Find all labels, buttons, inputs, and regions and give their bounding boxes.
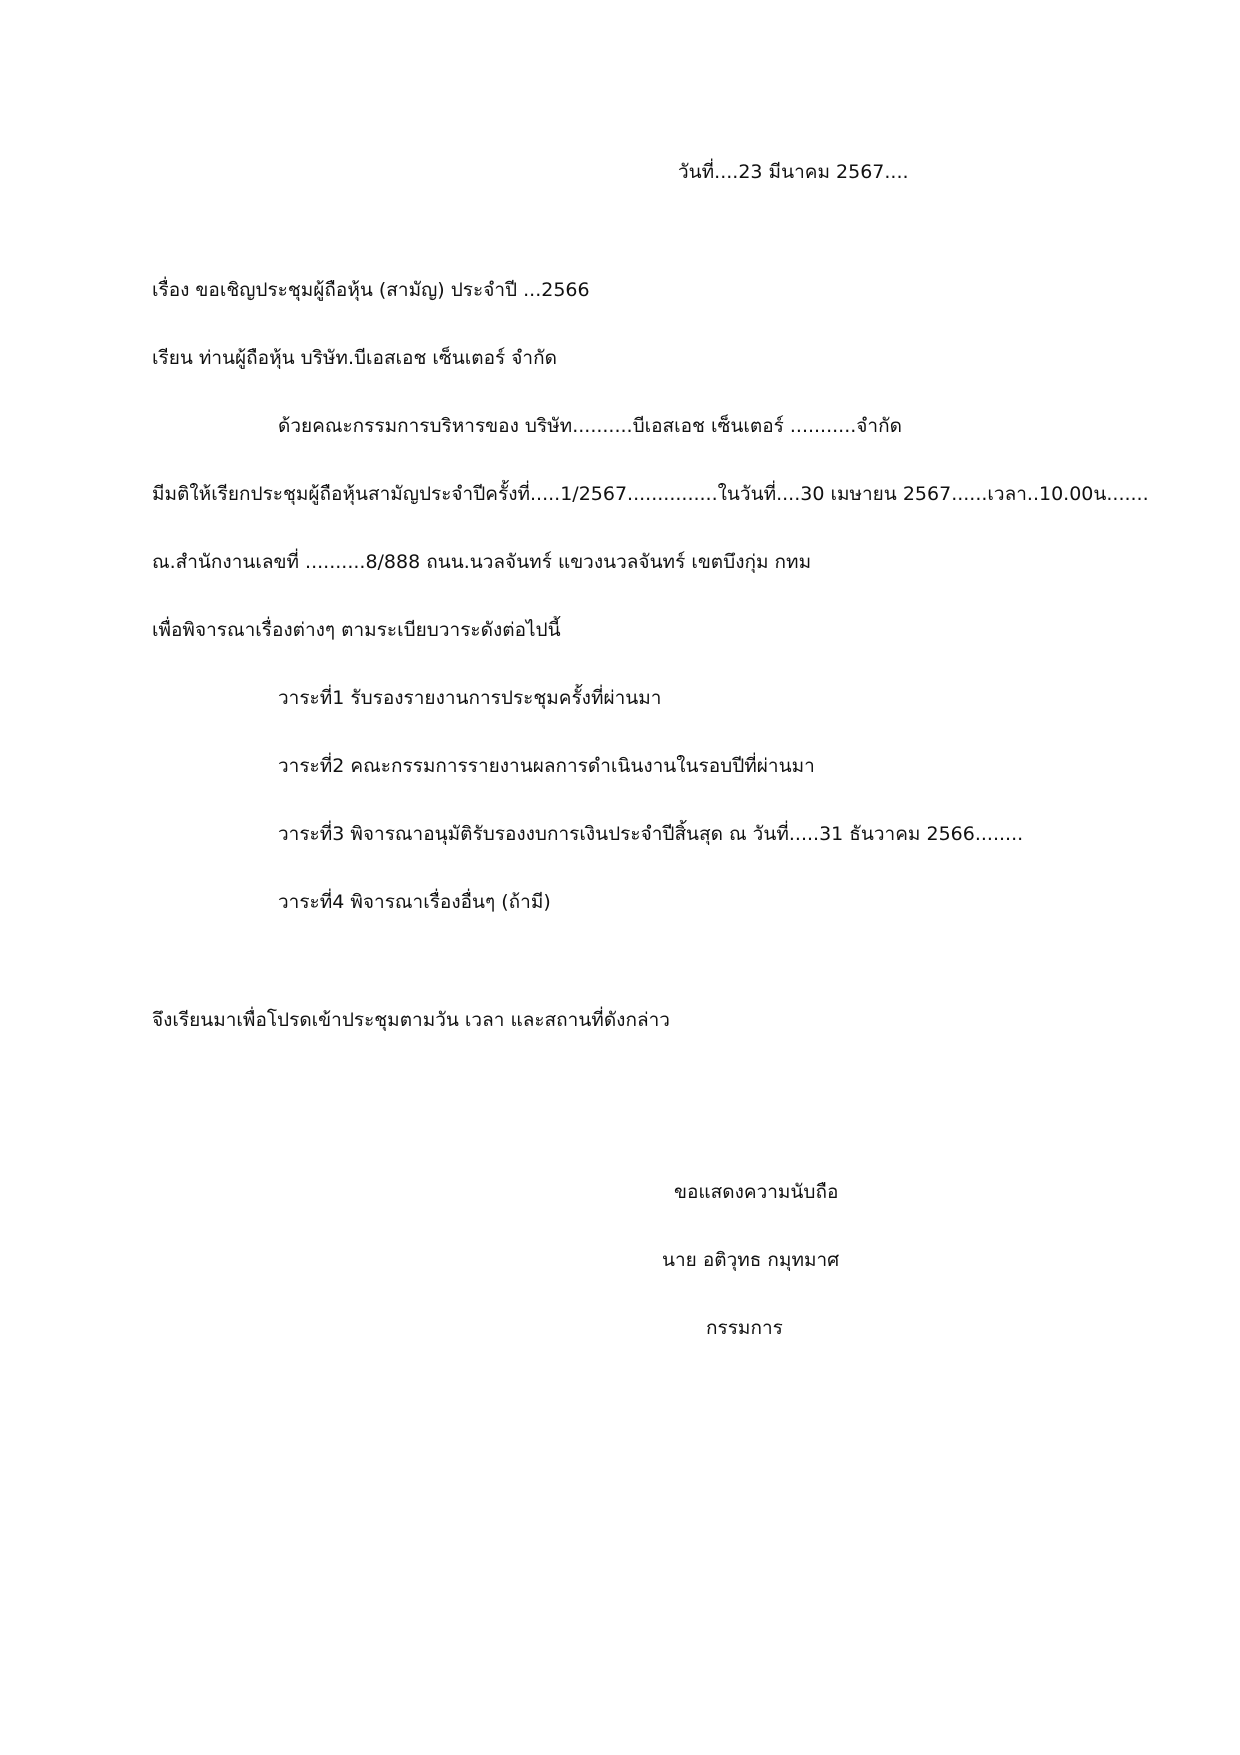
agenda-item: วาระที่1 รับรองรายงานการประชุมครั้งที่ผ่านมา	[278, 687, 662, 709]
letter-salutation: เรียน ท่านผู้ถือหุ้น บริษัท.บีเอสเอช เซ็นเตอร์ จำกัด	[152, 347, 557, 369]
signature-name: นาย อติวุทธ กมุทมาศ	[662, 1249, 840, 1271]
letter-date: วันที่....23 มีนาคม 2567....	[678, 161, 909, 183]
letter-closing: จึงเรียนมาเพื่อโปรดเข้าประชุมตามวัน เวลา และสถานที่ดังกล่าว	[152, 1009, 670, 1031]
agenda-item: วาระที่3 พิจารณาอนุมัติรับรองงบการเงินประจำปีสิ้นสุด ณ วันที่.....31 ธันวาคม 2566........	[278, 823, 1024, 845]
letter-subject: เรื่อง ขอเชิญประชุมผู้ถือหุ้น (สามัญ) ประจำปี ...2566	[152, 279, 590, 301]
body-paragraph-line: เพื่อพิจารณาเรื่องต่างๆ ตามระเบียบวาระดังต่อไปนี้	[152, 619, 561, 641]
body-paragraph-line: ด้วยคณะกรรมการบริหารของ บริษัท..........บีเอสเอช เซ็นเตอร์ ...........จำกัด	[278, 415, 902, 437]
signature-title: กรรมการ	[706, 1317, 783, 1339]
signature-closing-phrase: ขอแสดงความนับถือ	[674, 1181, 839, 1203]
body-paragraph-line: ณ.สำนักงานเลขที่ ..........8/888 ถนน.นวลจันทร์ แขวงนวลจันทร์ เขตบึงกุ่ม กทม	[152, 551, 812, 573]
agenda-item: วาระที่2 คณะกรรมการรายงานผลการดำเนินงานในรอบปีที่ผ่านมา	[278, 755, 815, 777]
agenda-item: วาระที่4 พิจารณาเรื่องอื่นๆ (ถ้ามี)	[278, 891, 551, 913]
body-paragraph-line: มีมติให้เรียกประชุมผู้ถือหุ้นสามัญประจำปีครั้งที่.....1/2567...............ในวันที่....30 เมษายน 2567......เวลา..10.00น.......	[152, 483, 1149, 505]
